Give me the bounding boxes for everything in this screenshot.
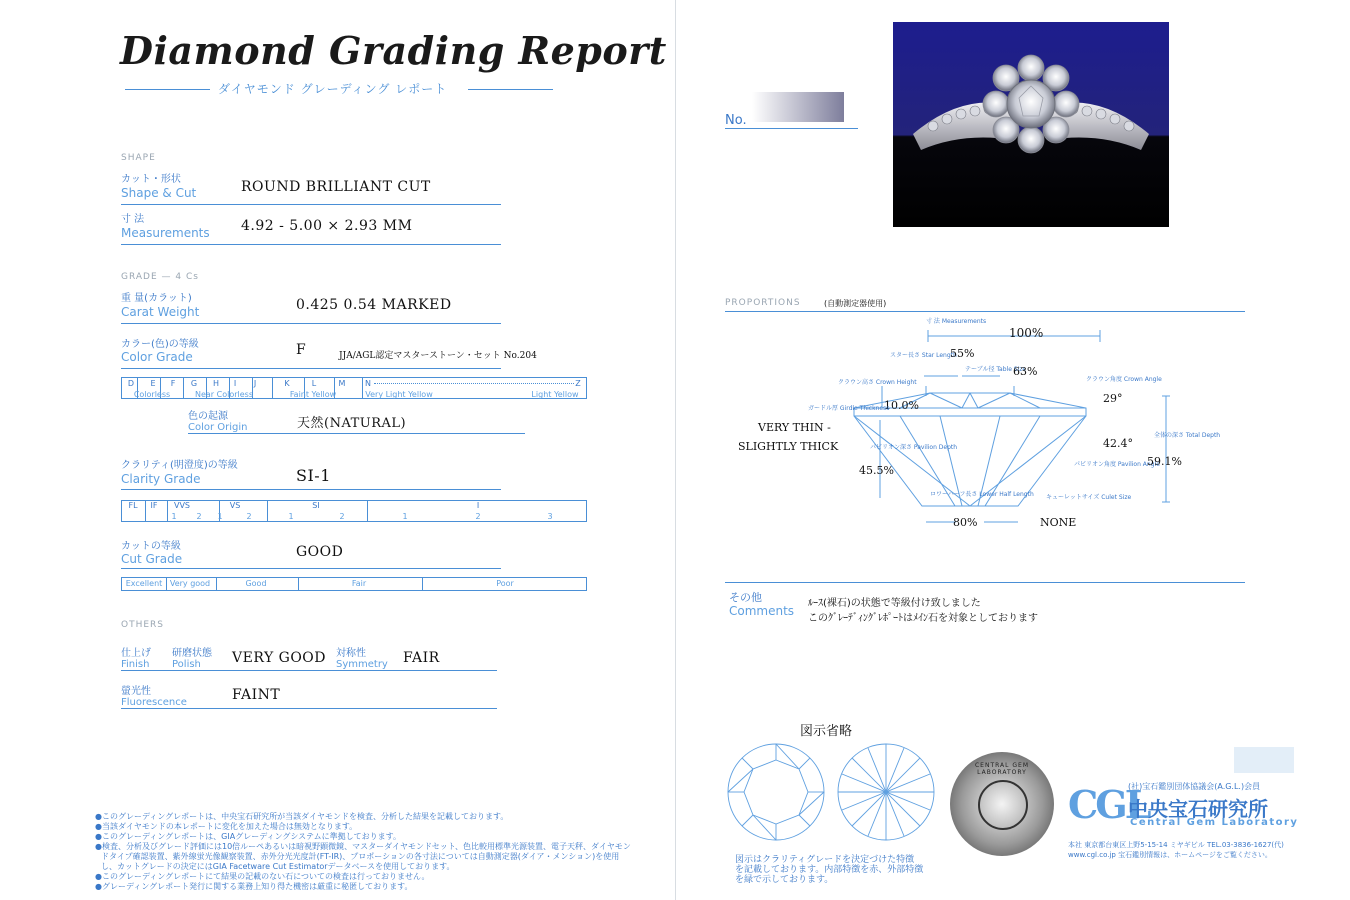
clarity-num: 1 xyxy=(171,512,177,521)
color-letter: E xyxy=(150,379,156,388)
footnote-line: ●このグレーディングレポートは、GIAグレーディングシステムに準拠しております。 xyxy=(95,832,401,841)
rule-carat xyxy=(121,323,501,324)
cut-scale-label: Poor xyxy=(496,579,514,588)
rule-report-no xyxy=(725,128,858,129)
girdle-thickness-label: ガードル厚 Girdle Thickness xyxy=(808,405,890,412)
color-group: Colorless xyxy=(133,390,171,399)
color-origin-value: 天然(NATURAL) xyxy=(297,416,407,431)
comments-label-jp: その他 xyxy=(729,591,762,604)
color-group: Very Light Yellow xyxy=(365,390,433,399)
footnote-line: ●当該ダイヤモンドの本レポートに変化を加えた場合は無効となります。 xyxy=(95,822,358,831)
clarity-scale xyxy=(121,500,587,522)
comment-line-2: このｸﾞﾚｰﾃﾞｨﾝｸﾞﾚﾎﾟｰﾄはﾒｲﾝ石を対象としております xyxy=(808,613,1038,624)
clarity-value: SI-1 xyxy=(296,466,331,485)
report-no-redacted xyxy=(752,92,844,122)
cut-scale-label: Good xyxy=(245,579,267,588)
shape-cut-value: ROUND BRILLIANT CUT xyxy=(241,179,431,195)
finish-label-jp: 仕上げ xyxy=(121,648,151,659)
cut-grade-value: GOOD xyxy=(296,544,344,560)
rule-comments-top xyxy=(725,582,1245,583)
color-origin-label-en: Color Origin xyxy=(188,422,248,433)
footnotes xyxy=(95,812,631,892)
report-title: Diamond Grading Report xyxy=(120,28,667,73)
seal-ring-text: CENTRAL GEM LABORATORY xyxy=(974,762,1030,776)
girdle-value-1: VERY THIN - xyxy=(758,421,831,434)
footnote-line: ●グレーディングレポート発行に関する業務上知り得た機密は厳重に秘匿しております。 xyxy=(95,882,413,891)
clarity-num: 2 xyxy=(196,512,202,521)
section-grade: GRADE — 4 Cs xyxy=(121,272,199,282)
footnote-line: し、カットグレードの決定にはGIA Facetware Cut Estimatorデータベースを使用しております。 xyxy=(101,862,455,871)
title-rule-right xyxy=(468,89,553,90)
color-letter: D xyxy=(127,379,135,388)
symmetry-value: FAIR xyxy=(403,650,440,666)
total-depth-label: 全体の深さ Total Depth xyxy=(1154,432,1221,439)
color-letter: K xyxy=(284,379,290,388)
pavilion-angle-value: 42.4° xyxy=(1103,437,1133,450)
table-size-label: テーブル径 Table Size xyxy=(965,366,1027,373)
culet-size-label: キューレットサイズ Culet Size xyxy=(1046,494,1132,501)
color-group: Near Colorless xyxy=(194,390,254,399)
clarity-num: 1 xyxy=(402,512,408,521)
report-no-label: No. xyxy=(725,113,747,128)
clarity-num: 1 xyxy=(288,512,294,521)
culet-size-value: NONE xyxy=(1040,516,1077,529)
cut-scale-label: Very good xyxy=(169,579,211,588)
total-depth-value: 59.1% xyxy=(1147,455,1182,468)
lab-website: www.cgl.co.jp 宝石鑑別情報は、ホームページをご覧ください。 xyxy=(1068,851,1272,859)
rule-origin xyxy=(188,433,525,434)
carat-label-jp: 重 量(カラット) xyxy=(121,293,192,304)
proportion-diagram xyxy=(700,300,1260,540)
lab-address: 本社 東京都台東区上野5-15-14 ミヤギビル TEL.03-3836-1627(代) xyxy=(1068,841,1284,849)
lab-stamp-box xyxy=(1234,747,1294,773)
cut-label-en: Shape & Cut xyxy=(121,186,197,200)
footnote-line: ●このグレーディングレポートにて結果の記載のない石についての検査は行っておりません。 xyxy=(95,872,430,881)
color-letter: J xyxy=(253,379,257,388)
polish-value: VERY GOOD xyxy=(232,650,326,666)
crown-angle-value: 29° xyxy=(1103,392,1123,405)
clarity-top: VS xyxy=(229,501,241,510)
comment-line-1: ﾙｰｽ(裸石)の状態で等級付け致しました xyxy=(808,598,981,609)
footnote-line: ドタイプ確認装置、紫外線蛍光像観察装置、赤外分光光度計(FT-IR)、プロポーションの各寸法については自動測定器(ダイア・メンション)を使用 xyxy=(101,852,620,861)
diagram-caption: 図示はクラリティグレードを決定づけた特徴 を記載しております。内部特徴を赤、外部特徴 を緑で示しております。 xyxy=(735,855,924,885)
rule-color xyxy=(121,368,501,369)
clarity-top: I xyxy=(476,501,480,510)
clarity-label-en: Clarity Grade xyxy=(121,472,201,486)
diagram-omitted-label: 図示省略 xyxy=(800,724,853,739)
color-letter: N xyxy=(365,379,371,388)
measurements-diagram-value: 100% xyxy=(1009,326,1044,340)
clarity-num: 3 xyxy=(547,512,553,521)
rule-finish xyxy=(121,670,497,671)
clarity-num: 2 xyxy=(246,512,252,521)
measurements-diagram-label: 寸 法 Measurements xyxy=(926,318,987,325)
color-letter: F xyxy=(170,379,176,388)
fluorescence-value: FAINT xyxy=(232,687,281,703)
cut-grade-label-en: Cut Grade xyxy=(121,552,183,566)
rule-cut-grade xyxy=(121,568,501,569)
rule-measurements xyxy=(121,244,501,245)
color-letter: H xyxy=(212,379,220,388)
cut-label-jp: カット・形状 xyxy=(121,174,181,185)
color-masterstone-note: JJA/AGL認定マスターストーン・セット No.204 xyxy=(339,351,537,361)
color-letter: Z xyxy=(575,379,581,388)
lower-half-label: ロワーハーフ長さ Lower Half Length xyxy=(930,491,1034,498)
measurements-value: 4.92 - 5.00 × 2.93 MM xyxy=(241,218,413,234)
cgl-logo: CGL xyxy=(1068,782,1149,827)
title-rule-left xyxy=(125,89,210,90)
lab-association: (社)宝石鑑別団体協議会(A.G.L.)会員 xyxy=(1128,782,1261,791)
clarity-top: FL xyxy=(128,501,138,510)
pavilion-depth-label: パビリオン深さ Pavilion Depth xyxy=(870,444,958,451)
color-label-jp: カラー(色)の等級 xyxy=(121,339,199,350)
carat-value: 0.425 0.54 MARKED xyxy=(296,297,452,313)
plot-diagrams xyxy=(724,740,944,850)
polish-label-en: Polish xyxy=(172,659,201,670)
color-label-en: Color Grade xyxy=(121,350,193,364)
finish-label-en: Finish xyxy=(121,659,150,670)
cgl-seal xyxy=(950,752,1054,856)
rule-shape xyxy=(121,204,501,205)
section-shape: SHAPE xyxy=(121,153,156,163)
color-letter: G xyxy=(190,379,198,388)
crown-height-label: クラウン高さ Crown Height xyxy=(838,379,917,386)
footnote-line: ●検査、分析及びグレード評価には10倍ルーペあるいは暗視野顕微鏡、マスターダイヤモンドセット、色比較用標準光源装置、電子天秤、ダイヤモン xyxy=(95,842,631,851)
rule-fluorescence xyxy=(121,708,497,709)
table-size-value: 63% xyxy=(1013,365,1038,378)
clarity-top: IF xyxy=(150,501,158,510)
section-others: OTHERS xyxy=(121,620,165,630)
fluorescence-label-jp: 螢光性 xyxy=(121,686,151,697)
lab-name-en: Central Gem Laboratory xyxy=(1130,817,1299,828)
comments-label-en: Comments xyxy=(729,604,795,618)
clarity-label-jp: クラリティ(明澄度)の等級 xyxy=(121,460,238,471)
fluorescence-label-en: Fluorescence xyxy=(121,697,187,708)
star-length-label: スター長さ Star Length xyxy=(890,352,957,359)
girdle-value-2: SLIGHTLY THICK xyxy=(738,440,839,453)
report-subtitle: ダイヤモンド グレーディング レポート xyxy=(218,82,448,96)
cut-grade-label-jp: カットの等級 xyxy=(121,541,181,552)
page-fold xyxy=(675,0,676,900)
crown-angle-label: クラウン角度 Crown Angle xyxy=(1086,376,1162,383)
symmetry-label-en: Symmetry xyxy=(336,659,388,670)
ring-photo xyxy=(893,22,1169,227)
pavilion-depth-value: 45.5% xyxy=(859,464,894,477)
polish-label-jp: 研磨状態 xyxy=(172,648,212,659)
lab-name-jp: 中央宝石研究所 xyxy=(1128,797,1268,821)
pavilion-angle-label: パビリオン角度 Pavilion Angle xyxy=(1074,461,1160,468)
cut-scale-label: Fair xyxy=(351,579,367,588)
section-proportions: PROPORTIONS xyxy=(725,298,801,308)
symmetry-label-jp: 対称性 xyxy=(336,648,366,659)
rule-clarity xyxy=(121,489,501,490)
cut-scale-label: Excellent xyxy=(125,579,163,588)
color-group: Light Yellow xyxy=(531,390,579,399)
footnote-line: ●このグレーディングレポートは、中央宝石研究所が当該ダイヤモンドを検査、分析した結果を記載しております。 xyxy=(95,812,509,821)
lower-half-value: 80% xyxy=(953,516,978,529)
measurements-label-en: Measurements xyxy=(121,226,210,240)
color-letter: M xyxy=(338,379,346,388)
carat-label-en: Carat Weight xyxy=(121,305,200,319)
color-group: Faint Yellow xyxy=(289,390,337,399)
color-letter: L xyxy=(311,379,317,388)
star-length-value: 55% xyxy=(950,347,975,360)
clarity-num: 2 xyxy=(475,512,481,521)
color-letter: I xyxy=(233,379,237,388)
crown-height-value: 10.0% xyxy=(884,399,919,412)
proportions-method: (自動測定器使用) xyxy=(824,299,887,308)
clarity-num: 2 xyxy=(339,512,345,521)
clarity-top: SI xyxy=(312,501,320,510)
clarity-top: VVS xyxy=(173,501,191,510)
color-origin-label-jp: 色の起源 xyxy=(188,411,228,422)
measurements-label-jp: 寸 法 xyxy=(121,214,145,225)
color-value: F xyxy=(296,342,307,358)
color-scale-dots xyxy=(374,383,574,384)
clarity-num: 1 xyxy=(217,512,223,521)
seal-inner-ring xyxy=(978,780,1028,830)
ring-photo-svg xyxy=(893,22,1169,227)
